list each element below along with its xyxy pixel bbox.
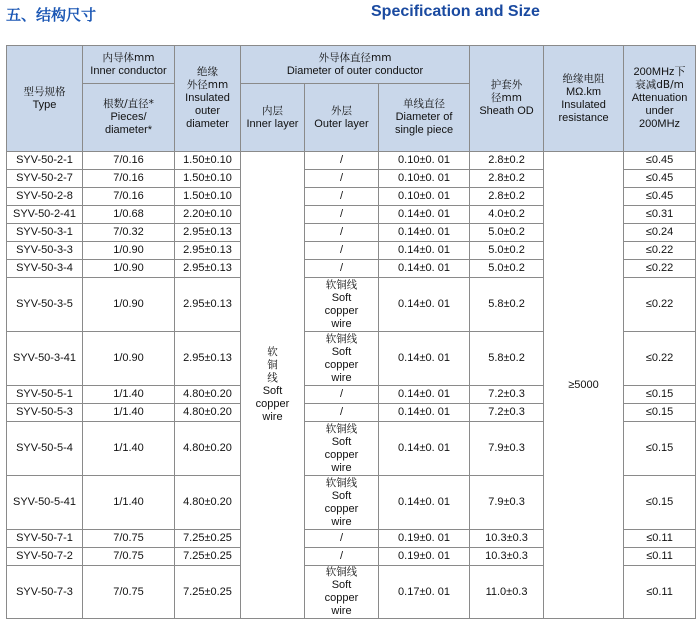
cell-single-diameter: 0.10±0. 01 — [379, 170, 470, 188]
cell-attenuation: ≤0.45 — [624, 152, 696, 170]
outer-layer-text: wire — [331, 317, 352, 330]
cell-type: SYV-50-2-1 — [7, 152, 83, 170]
cell-insulated-diameter: 4.80±0.20 — [175, 386, 241, 404]
spec-table — [6, 45, 696, 619]
outer-layer-text: wire — [331, 461, 352, 474]
cell-pieces: 1/0.90 — [83, 242, 175, 260]
cell-attenuation: ≤0.45 — [624, 170, 696, 188]
cell-insulated-diameter: 7.25±0.25 — [175, 548, 241, 566]
cell-pieces: 7/0.16 — [83, 152, 175, 170]
header-type: 型号规格 Type — [7, 46, 83, 152]
cell-type: SYV-50-5-41 — [7, 476, 83, 530]
cell-sheath-od: 10.3±0.3 — [470, 530, 544, 548]
outer-layer-text: copper — [324, 592, 359, 604]
cell-single-diameter: 0.14±0. 01 — [379, 260, 470, 278]
cell-outer-layer — [305, 332, 379, 386]
cell-single-diameter: 0.14±0. 01 — [379, 206, 470, 224]
cell-pieces: 7/0.32 — [83, 224, 175, 242]
cell-single-diameter: 0.14±0. 01 — [379, 404, 470, 422]
cell-type: SYV-50-3-41 — [7, 332, 83, 386]
cell-attenuation: ≤0.24 — [624, 224, 696, 242]
cell-attenuation: ≤0.15 — [624, 422, 696, 476]
cell-pieces: 7/0.16 — [83, 188, 175, 206]
cell-outer-layer — [305, 278, 379, 332]
cell-outer-layer: / — [305, 260, 379, 278]
outer-layer-text: 软铜线 — [325, 332, 358, 345]
cell-sheath-od: 5.0±0.2 — [470, 260, 544, 278]
cell-pieces: 7/0.75 — [83, 548, 175, 566]
cell-type: SYV-50-2-7 — [7, 170, 83, 188]
cell-single-diameter: 0.19±0. 01 — [379, 548, 470, 566]
outer-layer-text: Soft — [331, 579, 352, 591]
outer-layer-text: 软铜线 — [325, 422, 358, 435]
header-inner-conductor: 内导体mm Inner conductor — [83, 46, 175, 84]
cell-inner-layer — [241, 152, 305, 619]
cell-outer-layer — [305, 422, 379, 476]
outer-layer-text: wire — [331, 605, 352, 617]
cell-single-diameter: 0.14±0. 01 — [379, 422, 470, 476]
cell-pieces: 1/1.40 — [83, 404, 175, 422]
cell-insulated-diameter: 2.95±0.13 — [175, 332, 241, 386]
cell-pieces: 1/1.40 — [83, 476, 175, 530]
cell-single-diameter: 0.17±0. 01 — [379, 566, 470, 619]
cell-attenuation: ≤0.22 — [624, 332, 696, 386]
inner-layer-text: 铜 — [267, 359, 278, 371]
cell-insulated-diameter: 2.95±0.13 — [175, 278, 241, 332]
cell-sheath-od: 11.0±0.3 — [470, 566, 544, 619]
cell-outer-layer: / — [305, 548, 379, 566]
cell-sheath-od: 5.0±0.2 — [470, 224, 544, 242]
cell-insulated-diameter: 4.80±0.20 — [175, 422, 241, 476]
outer-layer-text: copper — [324, 358, 359, 371]
header-single-piece: 单线直径 Diameter of single piece — [379, 84, 470, 152]
cell-single-diameter: 0.19±0. 01 — [379, 530, 470, 548]
cell-pieces: 1/0.90 — [83, 260, 175, 278]
cell-pieces: 1/0.90 — [83, 278, 175, 332]
cell-type: SYV-50-3-4 — [7, 260, 83, 278]
cell-attenuation: ≤0.11 — [624, 548, 696, 566]
cell-pieces: 1/0.68 — [83, 206, 175, 224]
header-insulated-diameter: 绝缘 外径mm Insulated outer diameter — [175, 46, 241, 152]
cell-insulated-diameter: 4.80±0.20 — [175, 476, 241, 530]
cell-outer-layer: / — [305, 224, 379, 242]
cell-attenuation: ≤0.15 — [624, 476, 696, 530]
inner-layer-text: copper — [255, 398, 290, 410]
cell-outer-layer: / — [305, 404, 379, 422]
header-outer-conductor: 外导体直径mm Diameter of outer conductor — [241, 46, 470, 84]
outer-layer-text: Soft — [331, 345, 352, 358]
outer-layer-text: Soft — [331, 489, 352, 502]
outer-layer-text: Soft — [331, 435, 352, 448]
cell-pieces: 1/0.90 — [83, 332, 175, 386]
cell-sheath-od: 7.9±0.3 — [470, 476, 544, 530]
cell-pieces: 1/1.40 — [83, 386, 175, 404]
cell-single-diameter: 0.14±0. 01 — [379, 224, 470, 242]
cell-outer-layer: / — [305, 152, 379, 170]
cell-attenuation: ≤0.22 — [624, 278, 696, 332]
outer-layer-text: wire — [331, 515, 352, 528]
cell-pieces: 7/0.75 — [83, 530, 175, 548]
cell-sheath-od: 2.8±0.2 — [470, 170, 544, 188]
cell-type: SYV-50-5-4 — [7, 422, 83, 476]
cell-attenuation: ≤0.11 — [624, 566, 696, 619]
cell-single-diameter: 0.10±0. 01 — [379, 152, 470, 170]
cell-sheath-od: 7.2±0.3 — [470, 404, 544, 422]
outer-layer-text: copper — [324, 304, 359, 317]
spec-table-body — [7, 152, 696, 619]
cell-single-diameter: 0.10±0. 01 — [379, 188, 470, 206]
cell-type: SYV-50-2-8 — [7, 188, 83, 206]
cell-single-diameter: 0.14±0. 01 — [379, 476, 470, 530]
cell-insulated-diameter: 2.95±0.13 — [175, 242, 241, 260]
section-title-en: Specification and Size — [371, 3, 540, 20]
cell-type: SYV-50-2-41 — [7, 206, 83, 224]
cell-outer-layer: / — [305, 170, 379, 188]
cell-outer-layer: / — [305, 206, 379, 224]
cell-pieces: 7/0.16 — [83, 170, 175, 188]
cell-insulated-diameter: 2.95±0.13 — [175, 224, 241, 242]
outer-layer-text: copper — [324, 448, 359, 461]
header-outer-layer: 外层 Outer layer — [305, 84, 379, 152]
cell-outer-layer: / — [305, 386, 379, 404]
cell-single-diameter: 0.14±0. 01 — [379, 386, 470, 404]
outer-layer-text: copper — [324, 502, 359, 515]
cell-type: SYV-50-3-3 — [7, 242, 83, 260]
cell-type: SYV-50-7-3 — [7, 566, 83, 619]
outer-layer-text: 软铜线 — [325, 476, 358, 489]
cell-insulated-diameter: 1.50±0.10 — [175, 188, 241, 206]
cell-outer-layer: / — [305, 242, 379, 260]
cell-sheath-od: 7.2±0.3 — [470, 386, 544, 404]
table-row — [7, 152, 696, 170]
outer-layer-text: 软铜线 — [325, 278, 358, 291]
cell-pieces: 7/0.75 — [83, 566, 175, 619]
cell-type: SYV-50-5-3 — [7, 404, 83, 422]
cell-sheath-od: 2.8±0.2 — [470, 188, 544, 206]
cell-insulated-diameter: 7.25±0.25 — [175, 566, 241, 619]
cell-outer-layer: / — [305, 530, 379, 548]
cell-type: SYV-50-3-5 — [7, 278, 83, 332]
cell-insulated-diameter: 4.80±0.20 — [175, 404, 241, 422]
cell-insulated-diameter: 7.25±0.25 — [175, 530, 241, 548]
cell-sheath-od: 5.0±0.2 — [470, 242, 544, 260]
cell-sheath-od: 7.9±0.3 — [470, 422, 544, 476]
cell-type: SYV-50-7-1 — [7, 530, 83, 548]
cell-sheath-od: 2.8±0.2 — [470, 152, 544, 170]
cell-insulated-diameter: 2.95±0.13 — [175, 260, 241, 278]
cell-type: SYV-50-7-2 — [7, 548, 83, 566]
cell-attenuation: ≤0.22 — [624, 242, 696, 260]
section-title-cn: 五、结构尺寸 — [6, 6, 97, 24]
cell-single-diameter: 0.14±0. 01 — [379, 278, 470, 332]
cell-attenuation: ≤0.15 — [624, 386, 696, 404]
cell-sheath-od: 5.8±0.2 — [470, 332, 544, 386]
cell-type: SYV-50-3-1 — [7, 224, 83, 242]
cell-type: SYV-50-5-1 — [7, 386, 83, 404]
cell-attenuation: ≤0.11 — [624, 530, 696, 548]
inner-layer-text: wire — [262, 411, 283, 423]
cell-outer-layer — [305, 566, 379, 619]
cell-attenuation: ≤0.22 — [624, 260, 696, 278]
cell-outer-layer — [305, 476, 379, 530]
inner-layer-text: Soft — [262, 385, 283, 397]
cell-attenuation: ≤0.45 — [624, 188, 696, 206]
cell-insulated-diameter: 1.50±0.10 — [175, 152, 241, 170]
outer-layer-text: 软铜线 — [325, 566, 358, 578]
cell-outer-layer: / — [305, 188, 379, 206]
inner-layer-text: 线 — [267, 372, 278, 384]
outer-layer-text: wire — [331, 371, 352, 384]
cell-pieces: 1/1.40 — [83, 422, 175, 476]
inner-layer-text: 软 — [267, 346, 278, 358]
cell-insulated-resistance: ≥5000 — [544, 152, 624, 619]
header-attenuation: 200MHz下 衰减dB/m Attenuation under 200MHz — [624, 46, 696, 152]
header-inner-layer: 内层 Inner layer — [241, 84, 305, 152]
header-pieces-diameter: 根数/直径* Pieces/ diameter* — [83, 84, 175, 152]
cell-single-diameter: 0.14±0. 01 — [379, 332, 470, 386]
cell-sheath-od: 10.3±0.3 — [470, 548, 544, 566]
outer-layer-text: Soft — [331, 291, 352, 304]
cell-insulated-diameter: 2.20±0.10 — [175, 206, 241, 224]
cell-insulated-diameter: 1.50±0.10 — [175, 170, 241, 188]
cell-attenuation: ≤0.15 — [624, 404, 696, 422]
cell-sheath-od: 4.0±0.2 — [470, 206, 544, 224]
header-insulated-resistance: 绝缘电阻 MΩ.km Insulated resistance — [544, 46, 624, 152]
cell-single-diameter: 0.14±0. 01 — [379, 242, 470, 260]
cell-sheath-od: 5.8±0.2 — [470, 278, 544, 332]
header-sheath-od: 护套外 径mm Sheath OD — [470, 46, 544, 152]
cell-attenuation: ≤0.31 — [624, 206, 696, 224]
